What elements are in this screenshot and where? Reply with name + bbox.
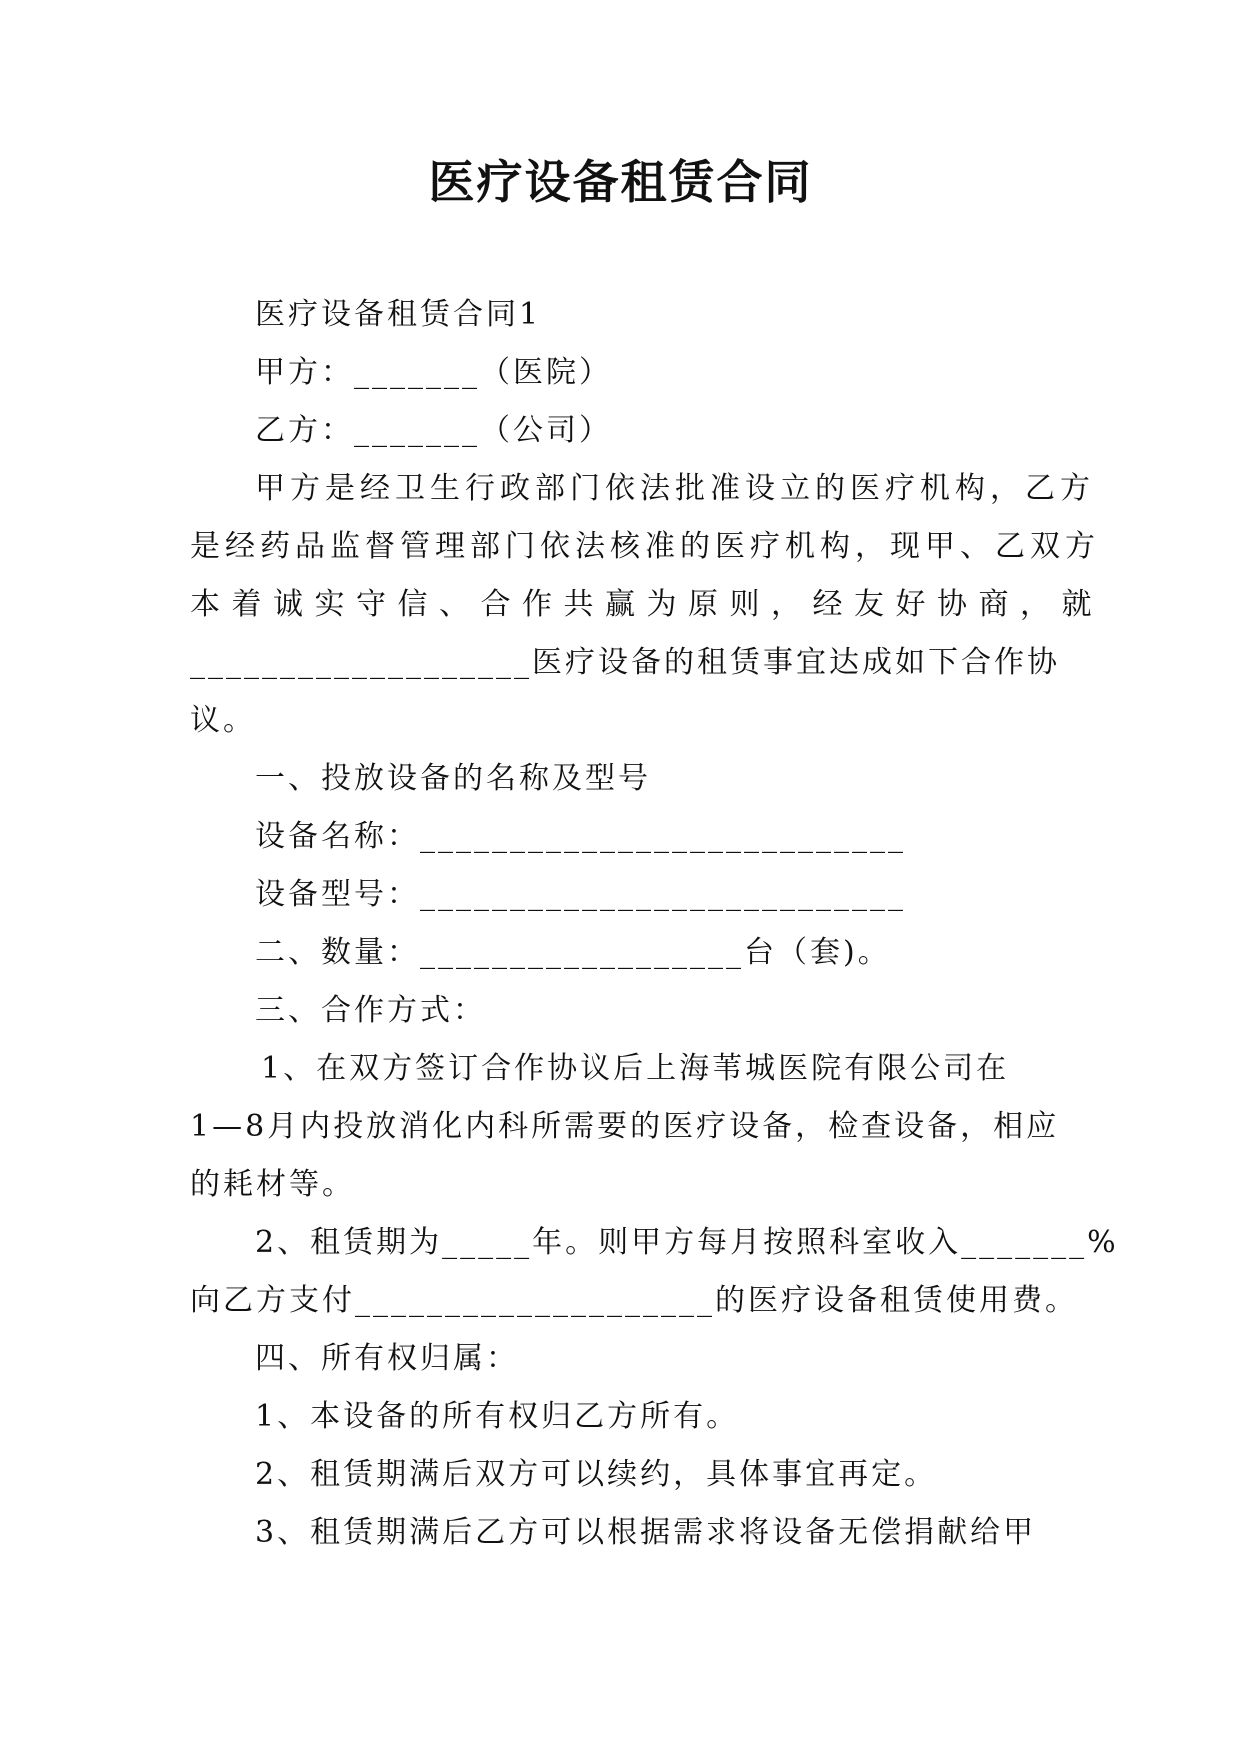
paragraph-line: 1—8月内投放消化内科所需要的医疗设备，检查设备，相应 — [190, 1109, 1060, 1144]
device-name-line: 设备名称：___________________________ — [255, 819, 906, 854]
section-heading: 一、投放设备的名称及型号 — [255, 761, 651, 796]
section-heading: 三、合作方式： — [255, 993, 486, 1028]
paragraph-line: 甲方是经卫生行政部门依法批准设立的医疗机构，乙方 — [255, 471, 1095, 506]
document-body — [190, 286, 1119, 1562]
paragraph-line: 议。 — [190, 703, 256, 738]
party-a-line: 甲方：_______（医院） — [255, 355, 612, 390]
paragraph-line: 2、租赁期为_____年。则甲方每月按照科室收入_______% — [255, 1225, 1119, 1260]
device-model-line: 设备型号：___________________________ — [255, 877, 906, 912]
paragraph-line: 是经药品监督管理部门依法核准的医疗机构，现甲、乙双方 — [190, 529, 1100, 564]
list-item: 3、租赁期满后乙方可以根据需求将设备无偿捐献给甲 — [255, 1515, 1037, 1550]
paragraph-line: 的耗材等。 — [190, 1167, 355, 1202]
list-item: 1、本设备的所有权归乙方所有。 — [255, 1399, 740, 1434]
section-heading: 四、所有权归属： — [255, 1341, 519, 1376]
document-title: 医疗设备租赁合同 — [428, 155, 813, 209]
party-b-line: 乙方：_______（公司） — [255, 413, 612, 448]
list-item: 2、租赁期满后双方可以续约，具体事宜再定。 — [255, 1457, 938, 1492]
quantity-line: 二、数量：__________________台（套)。 — [255, 935, 891, 970]
paragraph-line: 本着诚实守信、合作共赢为原则，经友好协商，就 — [190, 587, 1103, 622]
contract-heading: 医疗设备租赁合同1 — [255, 297, 542, 332]
paragraph-line: 1、在双方签订合作协议后上海苇城医院有限公司在 — [261, 1051, 1010, 1086]
paragraph-line: 向乙方支付____________________的医疗设备租赁使用费。 — [190, 1283, 1078, 1318]
paragraph-line: ___________________医疗设备的租赁事宜达成如下合作协 — [190, 645, 1060, 680]
